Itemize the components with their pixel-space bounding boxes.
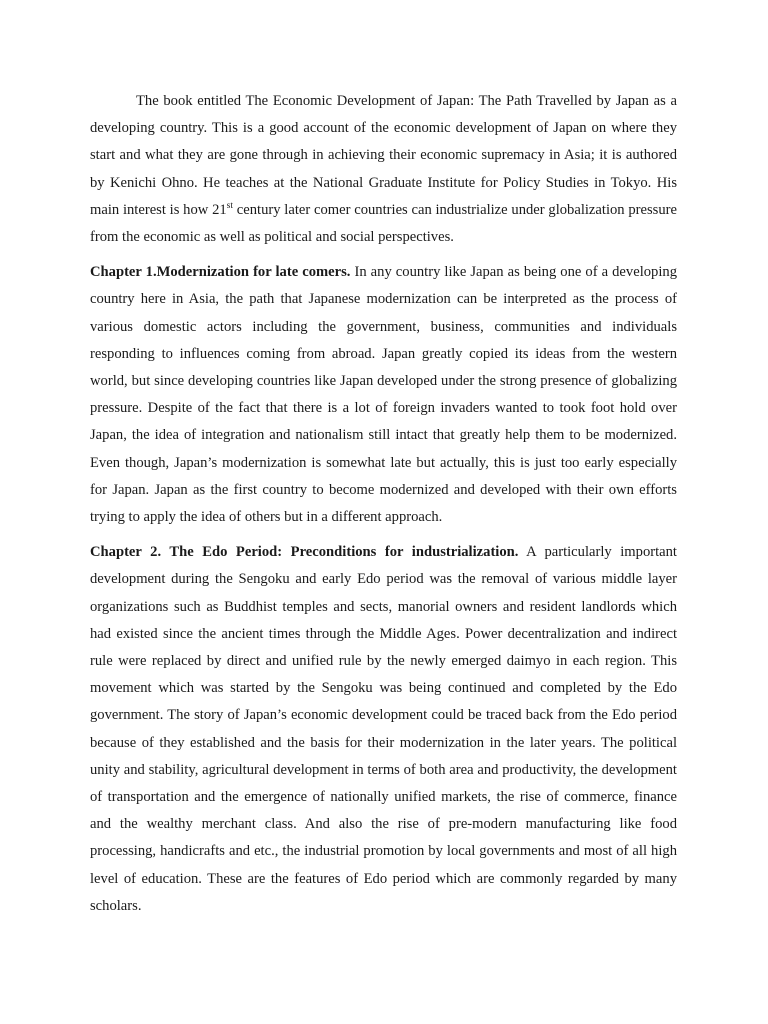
- chapter2-body: A particularly important development during the Sengoku and early Edo period was the removal of various middle layer organizations such as Buddhist temples and sects, manorial owners and resident landlords which had existed since the ancient times through the Middle Ages. Power decentralization and indirect rule were replaced by direct and unified rule by the newly emerged daimyo in each region. This movement which was started by the Sengoku was being continued and completed by the Edo government. The story of Japan’s economic development could be traced back from the Edo period because of they established and the basis for their modernization in the later years. The political unity and stability, agricultural development in terms of both area and productivity, the development of transportation and the emergence of nationally unified markets, the rise of commerce, finance and the wealthy merchant class. And also the rise of pre-modern manufacturing like food processing, handicrafts and etc., the industrial promotion by local governments and most of all high level of education. These are the features of Edo period which are commonly regarded by many scholars.: [90, 544, 677, 914]
- ordinal-superscript: st: [226, 200, 234, 211]
- chapter1-body: In any country like Japan as being one of a developing country here in Asia, the path that Japanese modernization can be interpreted as the process of various domestic actors including the government, business, communities and individuals responding to influences coming from abroad. Japan greatly copied its ideas from the western world, but since developing countries like Japan developed under the strong presence of globalizing pressure. Despite of the fact that there is a lot of foreign invaders wanted to took foot hold over Japan, the idea of integration and nationalism still intact that greatly help them to be modernized. Even though, Japan’s modernization is somewhat late but actually, this is just too early especially for Japan. Japan as the first country to become modernized and developed with their own efforts trying to apply the idea of others but in a different approach.: [90, 264, 677, 526]
- chapter1-heading: Chapter 1.Modernization for late comers.: [90, 264, 351, 281]
- chapter2-heading: Chapter 2. The Edo Period: Preconditions for industrialization.: [90, 544, 519, 561]
- intro-text-part1: The book entitled The Economic Development of Japan: The Path Travelled by Japan as a developing country. This is a good account of the economic development of Japan on where they start and what they are gone through in achieving their economic supremacy in Asia; it is authored by Kenichi Ohno. He teaches at the National Graduate Institute for Policy Studies in Tokyo. His main interest is how 21: [90, 93, 677, 218]
- intro-text-part2: century later comer countries can industrialize under globalization pressure from the economic as well as political and social perspectives.: [90, 201, 677, 246]
- chapter1-paragraph: [90, 259, 677, 531]
- intro-paragraph: [90, 88, 677, 251]
- document-page: [90, 88, 677, 928]
- chapter2-paragraph: [90, 539, 677, 920]
